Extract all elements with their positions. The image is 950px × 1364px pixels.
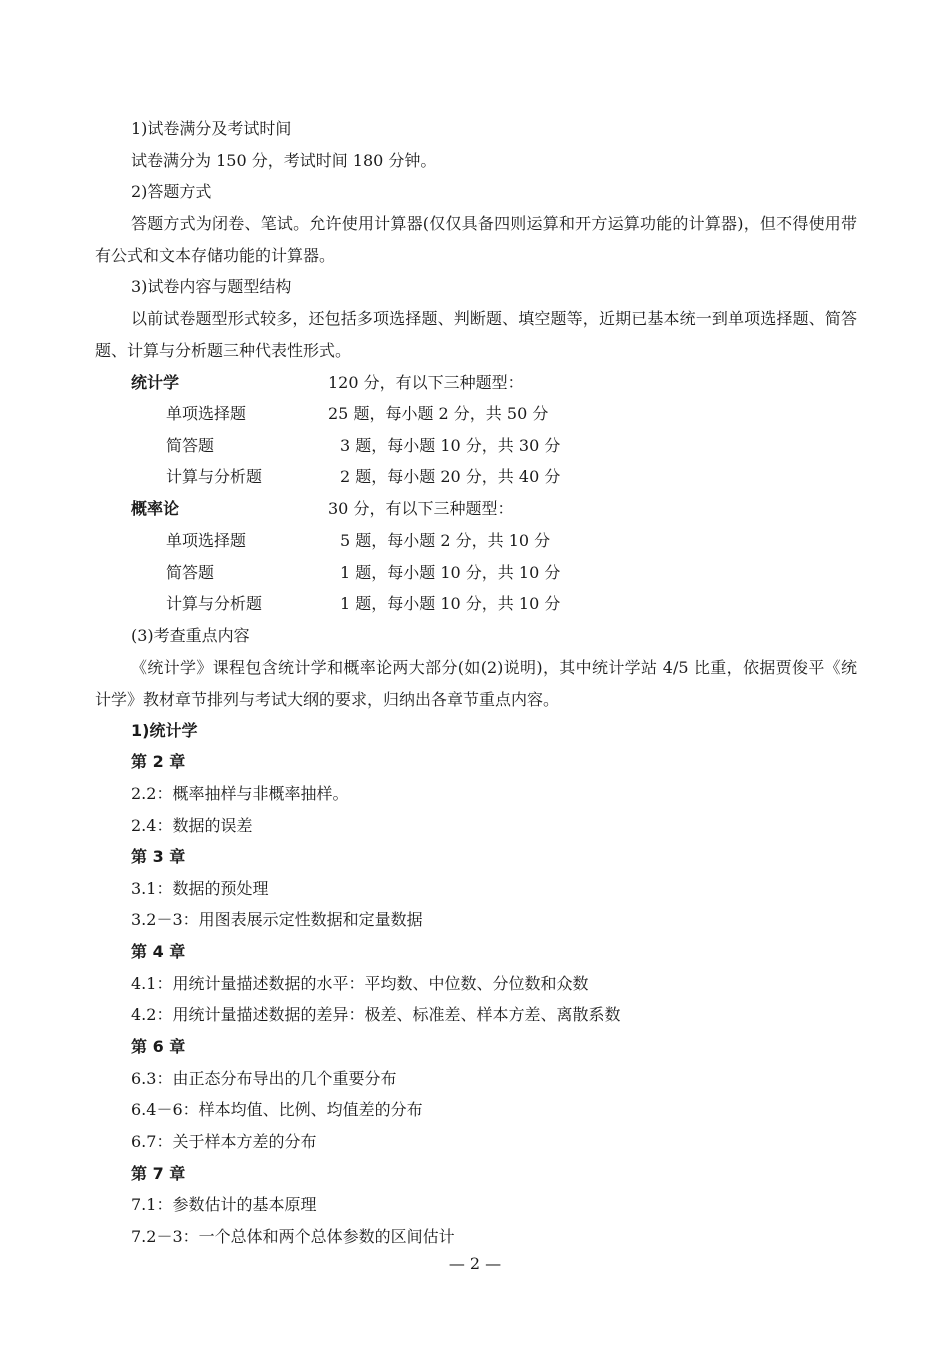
- question-type: 计算与分析题: [166, 594, 263, 613]
- focus-subheading-statistics: 1)统计学: [131, 721, 198, 740]
- structure-subject-statistics: 统计学: [131, 373, 180, 392]
- chapter-item: 6.4－6：样本均值、比例、均值差的分布: [131, 1100, 423, 1119]
- chapter-title: 第 4 章: [131, 942, 186, 961]
- chapter-item: 7.1：参数估计的基本原理: [131, 1195, 317, 1214]
- question-detail: 3 题，每小题 10 分，共 30 分: [340, 436, 561, 455]
- structure-summary-statistics: 120 分，有以下三种题型：: [328, 373, 524, 392]
- question-detail: 2 题，每小题 20 分，共 40 分: [340, 467, 561, 486]
- section-heading-answer-mode: 2)答题方式: [131, 182, 212, 201]
- section-text-structure: 以前试卷题型形式较多，还包括多项选择题、判断题、填空题等，近期已基本统一到单项选择题、简答题、计算与分析题三种代表性形式。: [95, 309, 857, 360]
- chapter-title: 第 7 章: [131, 1164, 186, 1183]
- focus-heading: (3)考查重点内容: [131, 626, 250, 645]
- chapter-title: 第 2 章: [131, 752, 186, 771]
- structure-item-row: [0, 529, 950, 553]
- focus-text: 《统计学》课程包含统计学和概率论两大部分(如(2)说明)，其中统计学站 4/5 比重，依据贾俊平《统计学》教材章节排列与考试大纲的要求，归纳出各章节重点内容。: [95, 658, 857, 709]
- structure-row-probability: [0, 497, 950, 521]
- chapter-item: 6.3：由正态分布导出的几个重要分布: [131, 1069, 397, 1088]
- question-type: 简答题: [166, 563, 215, 582]
- page-number: — 2 —: [448, 1254, 502, 1273]
- question-detail: 1 题，每小题 10 分，共 10 分: [340, 563, 561, 582]
- chapter-title: 第 3 章: [131, 847, 186, 866]
- structure-item-row: [0, 592, 950, 616]
- chapter-item: 4.1：用统计量描述数据的水平：平均数、中位数、分位数和众数: [131, 974, 589, 993]
- section-text-answer-mode: 答题方式为闭卷、笔试。允许使用计算器(仅仅具备四则运算和开方运算功能的计算器)，但不得使用带有公式和文本存储功能的计算器。: [95, 214, 857, 265]
- structure-item-row: [0, 465, 950, 489]
- section-heading-structure: 3)试卷内容与题型结构: [131, 277, 292, 296]
- chapter-item: 3.1：数据的预处理: [131, 879, 269, 898]
- chapter-item: 2.4：数据的误差: [131, 816, 253, 835]
- chapter-item: 4.2：用统计量描述数据的差异：极差、标准差、样本方差、离散系数: [131, 1005, 621, 1024]
- chapter-item: 2.2：概率抽样与非概率抽样。: [131, 784, 349, 803]
- structure-item-row: [0, 402, 950, 426]
- structure-row-statistics: [0, 371, 950, 395]
- chapter-title: 第 6 章: [131, 1037, 186, 1056]
- question-type: 单项选择题: [166, 531, 247, 550]
- chapter-item: 6.7：关于样本方差的分布: [131, 1132, 317, 1151]
- structure-item-row: [0, 561, 950, 585]
- chapter-item: 3.2－3：用图表展示定性数据和定量数据: [131, 910, 423, 929]
- question-detail: 1 题，每小题 10 分，共 10 分: [340, 594, 561, 613]
- section-heading-score-time: 1)试卷满分及考试时间: [131, 119, 292, 138]
- structure-item-row: [0, 434, 950, 458]
- question-type: 单项选择题: [166, 404, 247, 423]
- section-text-score-time: 试卷满分为 150 分，考试时间 180 分钟。: [131, 151, 437, 170]
- structure-subject-probability: 概率论: [131, 499, 180, 518]
- structure-summary-probability: 30 分，有以下三种题型：: [328, 499, 514, 518]
- chapter-item: 7.2－3：一个总体和两个总体参数的区间估计: [131, 1227, 455, 1246]
- question-type: 计算与分析题: [166, 467, 263, 486]
- question-type: 简答题: [166, 436, 215, 455]
- question-detail: 5 题，每小题 2 分，共 10 分: [340, 531, 551, 550]
- question-detail: 25 题，每小题 2 分，共 50 分: [328, 404, 549, 423]
